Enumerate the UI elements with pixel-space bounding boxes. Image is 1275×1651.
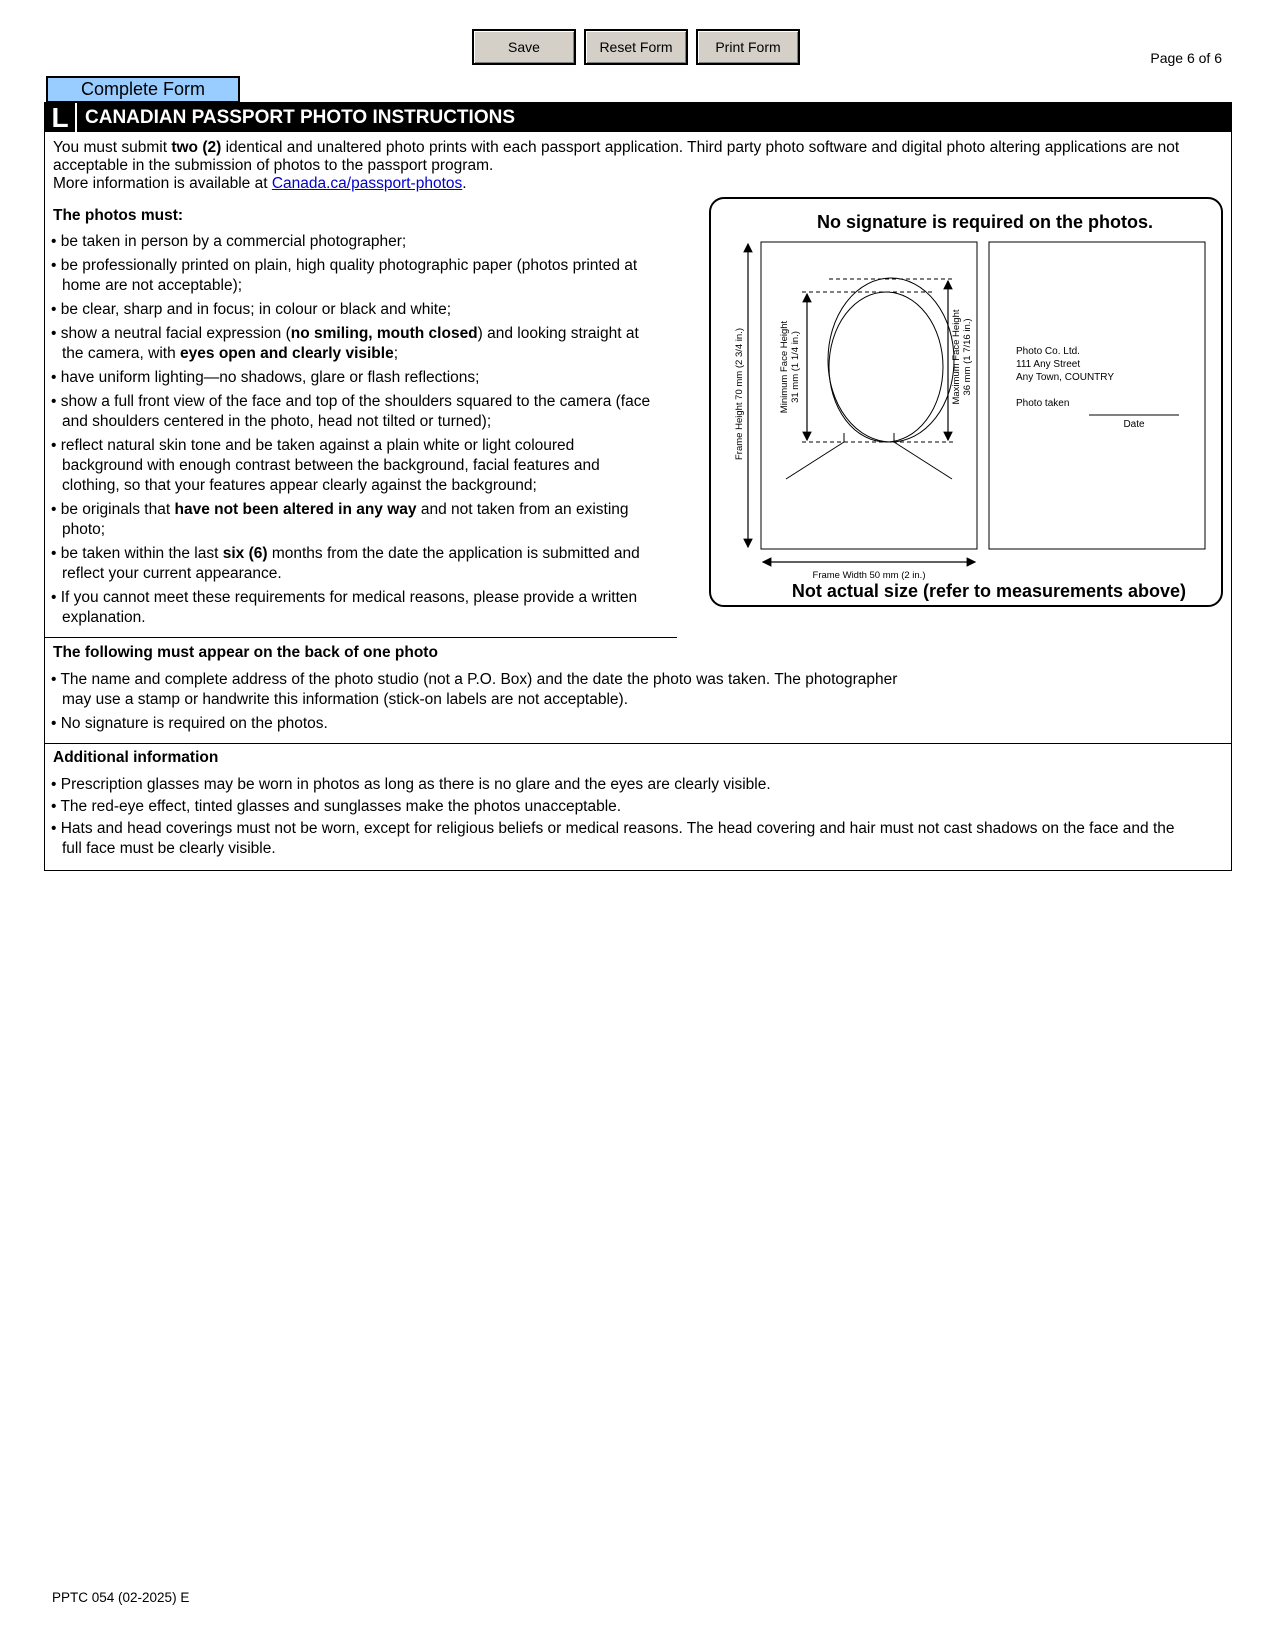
intro-paragraph bbox=[53, 139, 1217, 193]
diagram-top-note: No signature is required on the photos. bbox=[816, 212, 1154, 232]
list-item bbox=[51, 544, 651, 584]
max-face-label-2: 36 mm (1 7/16 in.) bbox=[962, 318, 973, 396]
list-item-text: have uniform lighting—no shadows, glare or flash reflections; bbox=[60, 369, 480, 386]
intro-text: You must submit bbox=[53, 139, 172, 156]
additional-info-list bbox=[51, 775, 1191, 861]
list-item-text: show a full front view of the face and top of the shoulders squared to the camera (face and shoulders centered in the photo, head not tilted or turned); bbox=[60, 393, 651, 430]
right-shoulder-line bbox=[894, 442, 952, 479]
frame-width-label: Frame Width 50 mm (2 in.) bbox=[812, 570, 926, 581]
intro-text: identical and unaltered photo prints with each passport application. Third party photo software and digital photo altering applications are not acceptable in the submission of photos to the passport program. bbox=[53, 139, 1180, 174]
list-item-text: Hats and head coverings must not be worn, except for religious beliefs or medical reasons. The head covering and hair must not cast shadows on the face and the full face must be clearly visible. bbox=[60, 820, 1175, 857]
list-item bbox=[51, 368, 651, 388]
list-item-text: ) and looking straight at the camera, with bbox=[62, 325, 639, 362]
additional-info-title: Additional information bbox=[53, 749, 219, 766]
reset-form-button[interactable]: Reset Form bbox=[584, 29, 688, 65]
min-face-label-1: Minimum Face Height bbox=[779, 320, 790, 414]
photo-back-frame bbox=[989, 242, 1205, 549]
list-item bbox=[51, 300, 651, 320]
section-frame bbox=[44, 102, 1232, 871]
list-item-text: reflect natural skin tone and be taken against a plain white or light coloured background with enough contrast between the background, facial features and clothing, so that your features appear clearly against the background; bbox=[60, 437, 600, 494]
left-shoulder-line bbox=[786, 442, 844, 479]
list-item-text: be taken within the last bbox=[60, 545, 223, 562]
list-item bbox=[51, 436, 651, 496]
passport-photos-link[interactable]: Canada.ca/passport-photos bbox=[271, 175, 463, 192]
min-face-label-2: 31 mm (1 1/4 in.) bbox=[790, 331, 801, 403]
complete-form-button[interactable]: Complete Form bbox=[46, 76, 240, 103]
list-item-bold: six (6) bbox=[222, 545, 268, 562]
list-item bbox=[51, 588, 651, 628]
photos-must-title: The photos must: bbox=[53, 207, 184, 224]
max-face-outline bbox=[828, 278, 954, 442]
page-number: Page 6 of 6 bbox=[1150, 50, 1222, 66]
list-item-bold: have not been altered in any way bbox=[174, 501, 417, 518]
back-of-photo-title: The following must appear on the back of one photo bbox=[53, 644, 438, 661]
date-label: Date bbox=[1123, 419, 1145, 430]
list-item-text: be originals that bbox=[60, 501, 175, 518]
back-of-photo-list bbox=[51, 670, 911, 738]
frame-height-label: Frame Height 70 mm (2 3/4 in.) bbox=[734, 328, 745, 460]
form-code: PPTC 054 (02-2025) E bbox=[52, 1590, 190, 1605]
list-item bbox=[51, 256, 651, 296]
photo-specification-diagram bbox=[709, 197, 1223, 607]
diagram-bottom-note: Not actual size (refer to measurements above) bbox=[791, 581, 1187, 601]
intro-text: . bbox=[462, 175, 467, 192]
list-item-text: be clear, sharp and in focus; in colour or black and white; bbox=[60, 301, 452, 318]
list-item-text: be professionally printed on plain, high quality photographic paper (photos printed at home are not acceptable); bbox=[60, 257, 638, 294]
list-item-text: months from the date the application is submitted and reflect your current appearance. bbox=[62, 545, 640, 582]
min-face-outline bbox=[829, 292, 943, 442]
intro-text: More information is available at bbox=[53, 175, 272, 192]
list-item-bold: eyes open and clearly visible bbox=[180, 345, 394, 362]
list-item bbox=[51, 232, 651, 252]
list-item bbox=[51, 714, 911, 734]
list-item-bold: no smiling, mouth closed bbox=[290, 325, 478, 342]
studio-name: Photo Co. Ltd. bbox=[1016, 346, 1080, 357]
list-item bbox=[51, 775, 1191, 795]
list-item-text: show a neutral facial expression ( bbox=[60, 325, 291, 342]
list-item-text: If you cannot meet these requirements for medical reasons, please provide a written explanation. bbox=[60, 589, 638, 626]
list-item-text: and not taken from an existing photo; bbox=[62, 501, 629, 538]
list-item bbox=[51, 324, 651, 364]
divider bbox=[45, 637, 677, 638]
list-item-text: No signature is required on the photos. bbox=[60, 715, 328, 732]
print-form-button[interactable]: Print Form bbox=[696, 29, 800, 65]
list-item bbox=[51, 500, 651, 540]
photo-taken-label: Photo taken bbox=[1016, 398, 1070, 409]
list-item bbox=[51, 670, 911, 710]
photos-must-list bbox=[51, 232, 651, 632]
studio-street: 111 Any Street bbox=[1016, 359, 1081, 370]
list-item-text: be taken in person by a commercial photographer; bbox=[60, 233, 407, 250]
intro-bold: two (2) bbox=[171, 139, 222, 156]
section-letter: L bbox=[45, 103, 77, 132]
section-header bbox=[45, 103, 1231, 132]
max-face-label-1: Maximum Face Height bbox=[951, 309, 962, 405]
list-item-text: ; bbox=[393, 345, 399, 362]
list-item bbox=[51, 392, 651, 432]
list-item-text: The red-eye effect, tinted glasses and sunglasses make the photos unacceptable. bbox=[60, 798, 622, 815]
save-button[interactable]: Save bbox=[472, 29, 576, 65]
studio-town: Any Town, COUNTRY bbox=[1016, 372, 1114, 383]
divider bbox=[45, 743, 1231, 744]
list-item bbox=[51, 797, 1191, 817]
list-item-text: Prescription glasses may be worn in photos as long as there is no glare and the eyes are clearly visible. bbox=[60, 776, 771, 793]
list-item-text: The name and complete address of the photo studio (not a P.O. Box) and the date the photo was taken. The photographer may use a stamp or handwrite this information (stick-on labels are not acceptable). bbox=[60, 671, 898, 708]
list-item bbox=[51, 819, 1191, 859]
section-title: CANADIAN PASSPORT PHOTO INSTRUCTIONS bbox=[85, 106, 515, 128]
form-toolbar bbox=[472, 29, 800, 65]
